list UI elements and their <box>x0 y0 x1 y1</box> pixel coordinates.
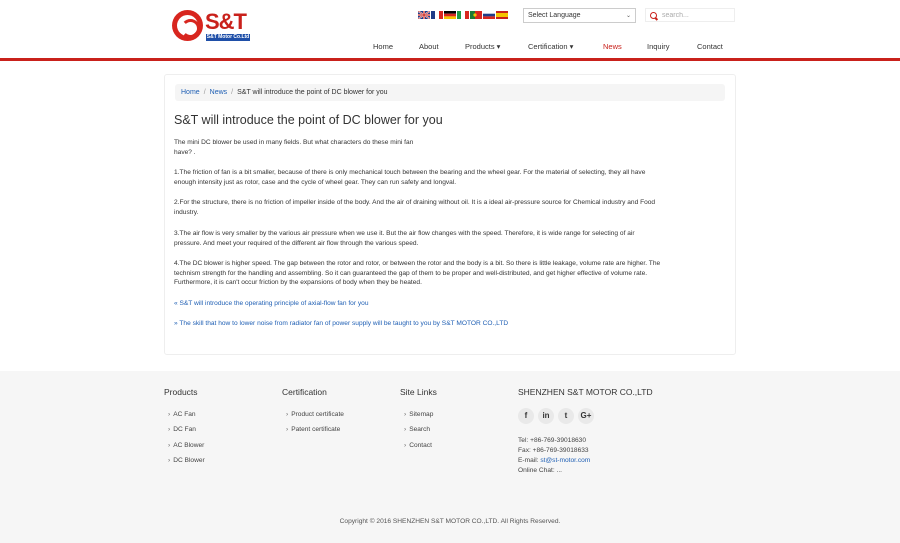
footer-link-label: Search <box>409 426 431 433</box>
email-label: E-mail: <box>518 457 541 464</box>
next-article-link[interactable]: » The skill that how to lower noise from radiator fan of power supply will be taught to you by S&T MOTOR CO.,LTD <box>174 320 509 327</box>
footer-link-label: AC Blower <box>173 442 205 449</box>
logo-emblem-icon <box>172 10 203 41</box>
article-paragraph-2 <box>174 198 655 217</box>
article-text-line: Furthermore, it is can't occur friction by the expansions of body when they be heated. <box>174 279 422 286</box>
language-flags <box>418 11 508 19</box>
previous-article-link[interactable]: « S&T will introduce the operating principle of axial-flow fan for you <box>174 300 369 307</box>
footer-link-label: Contact <box>409 442 432 449</box>
footer-link-patent-certificate[interactable] <box>286 426 340 433</box>
site-logo[interactable] <box>172 9 252 42</box>
footer-link-ac-blower[interactable] <box>168 442 204 449</box>
footer-tel: Tel: +86-769-39018630 <box>518 437 587 444</box>
footer-online-chat[interactable]: Online Chat: ... <box>518 467 562 474</box>
article-text-line: technism strength for the handling and assembling. So it can guaranteed the gap of them to be proper and well-distributed, and get higher effective of volume rate. <box>174 269 648 277</box>
breadcrumb-home[interactable]: Home <box>181 89 200 96</box>
footer-link-contact[interactable] <box>404 442 432 449</box>
chevron-right-icon: › <box>404 411 407 418</box>
nav-products[interactable]: Products ▾ <box>465 42 501 51</box>
footer-link-search[interactable] <box>404 426 430 433</box>
logo-text: S&T <box>205 9 246 34</box>
article-intro <box>174 138 413 157</box>
article-text-line: enough intensity just as rotor, case and the cycle of wheel gear. They can run safety and longval. <box>174 178 457 186</box>
article-text-line: 1.The friction of fan is a bit smaller, because of there is only mechanical touch between the bearing and the wheel gear. For the material of selecting, they all have <box>174 169 646 176</box>
article-paragraph-3 <box>174 229 635 248</box>
footer-certification-heading: Certification <box>282 387 327 397</box>
footer-link-label: DC Blower <box>173 457 205 464</box>
logo-subtitle: S&T Motor Co.Ltd <box>206 34 250 40</box>
header-divider <box>0 58 900 61</box>
footer-link-ac-fan[interactable] <box>168 411 196 418</box>
nav-news[interactable]: News <box>603 42 622 51</box>
footer-fax: Fax: +86-769-39018633 <box>518 447 589 454</box>
article-title: S&T will introduce the point of DC blower for you <box>174 113 443 127</box>
chevron-right-icon: › <box>168 442 171 449</box>
article-paragraph-1 <box>174 168 645 187</box>
nav-inquiry[interactable]: Inquiry <box>647 42 670 51</box>
breadcrumb-news[interactable]: News <box>209 89 228 96</box>
chevron-right-icon: › <box>404 426 407 433</box>
site-header <box>0 0 900 59</box>
language-select-value: Select Language <box>528 12 581 19</box>
italy-flag-icon[interactable] <box>457 11 469 19</box>
uk-flag-icon[interactable] <box>418 11 430 19</box>
article-text-line: 2.For the structure, there is no friction of impeller inside of the body. And the air of draining without oil. It is a ideal air-pressure source for Chemical industry and Food <box>174 199 656 206</box>
search-box <box>645 8 735 22</box>
footer-products-heading: Products <box>164 387 198 397</box>
russia-flag-icon[interactable] <box>483 11 495 19</box>
germany-flag-icon[interactable] <box>444 11 456 19</box>
main-nav <box>0 42 900 54</box>
portugal-flag-icon[interactable] <box>470 11 482 19</box>
article-text-line: 3.The air flow is very smaller by the various air pressure when we use it. But the air flow changes with the speed. Therefore, it is wide range for selecting of air <box>174 230 635 237</box>
footer-link-sitemap[interactable] <box>404 411 433 418</box>
article-text-line: pressure. And meet your required of the different air flow through the various speed. <box>174 239 419 247</box>
breadcrumb <box>175 84 725 101</box>
chevron-down-icon: ⌄ <box>625 13 631 19</box>
chevron-right-icon: › <box>404 442 407 449</box>
article-text-line: 4.The DC blower is higher speed. The gap between the rotor and rotor, or between the rotor and the body is a bit. So there is little leakage, volume rate are higher. The <box>174 260 661 267</box>
breadcrumb-current: S&T will introduce the point of DC blower for you <box>237 89 388 96</box>
footer-link-label: AC Fan <box>173 411 196 418</box>
chevron-right-icon: › <box>286 411 289 418</box>
nav-home[interactable]: Home <box>373 42 394 51</box>
search-icon[interactable] <box>650 12 657 19</box>
nav-contact[interactable]: Contact <box>697 42 723 51</box>
footer-link-label: Sitemap <box>409 411 434 418</box>
article-paragraph-4 <box>174 259 660 288</box>
footer-link-label: Product certificate <box>291 411 344 418</box>
article-intro-line: have? . <box>174 148 196 156</box>
chevron-right-icon: › <box>168 457 171 464</box>
nav-about[interactable]: About <box>419 42 439 51</box>
nav-certification[interactable]: Certification ▾ <box>528 42 574 51</box>
language-select[interactable] <box>523 8 636 23</box>
search-input[interactable] <box>662 12 732 19</box>
twitter-icon[interactable]: t <box>558 408 574 424</box>
article-text-line: industry. <box>174 208 199 216</box>
footer-link-label: DC Fan <box>173 426 196 433</box>
breadcrumb-separator: / <box>203 89 206 96</box>
article-intro-line: The mini DC blower be used in many fields. But what characters do these mini fan <box>174 139 414 146</box>
footer-link-label: Patent certificate <box>291 426 341 433</box>
chevron-right-icon: › <box>168 426 171 433</box>
footer-link-dc-blower[interactable] <box>168 457 205 464</box>
spain-flag-icon[interactable] <box>496 11 508 19</box>
email-link[interactable]: st@st-motor.com <box>540 457 591 464</box>
linkedin-icon[interactable]: in <box>538 408 554 424</box>
google-plus-icon[interactable]: G+ <box>578 408 594 424</box>
footer-email <box>518 457 590 464</box>
footer-company-heading: SHENZHEN S&T MOTOR CO.,LTD <box>518 387 653 397</box>
footer-link-dc-fan[interactable] <box>168 426 196 433</box>
footer-link-product-certificate[interactable] <box>286 411 344 418</box>
france-flag-icon[interactable] <box>431 11 443 19</box>
breadcrumb-separator: / <box>231 89 234 96</box>
footer-sitelinks-heading: Site Links <box>400 387 437 397</box>
chevron-right-icon: › <box>168 411 171 418</box>
chevron-right-icon: › <box>286 426 289 433</box>
copyright-text: Copyright © 2016 SHENZHEN S&T MOTOR CO.,LTD. All Rights Reserved. <box>339 518 561 525</box>
facebook-icon[interactable]: f <box>518 408 534 424</box>
